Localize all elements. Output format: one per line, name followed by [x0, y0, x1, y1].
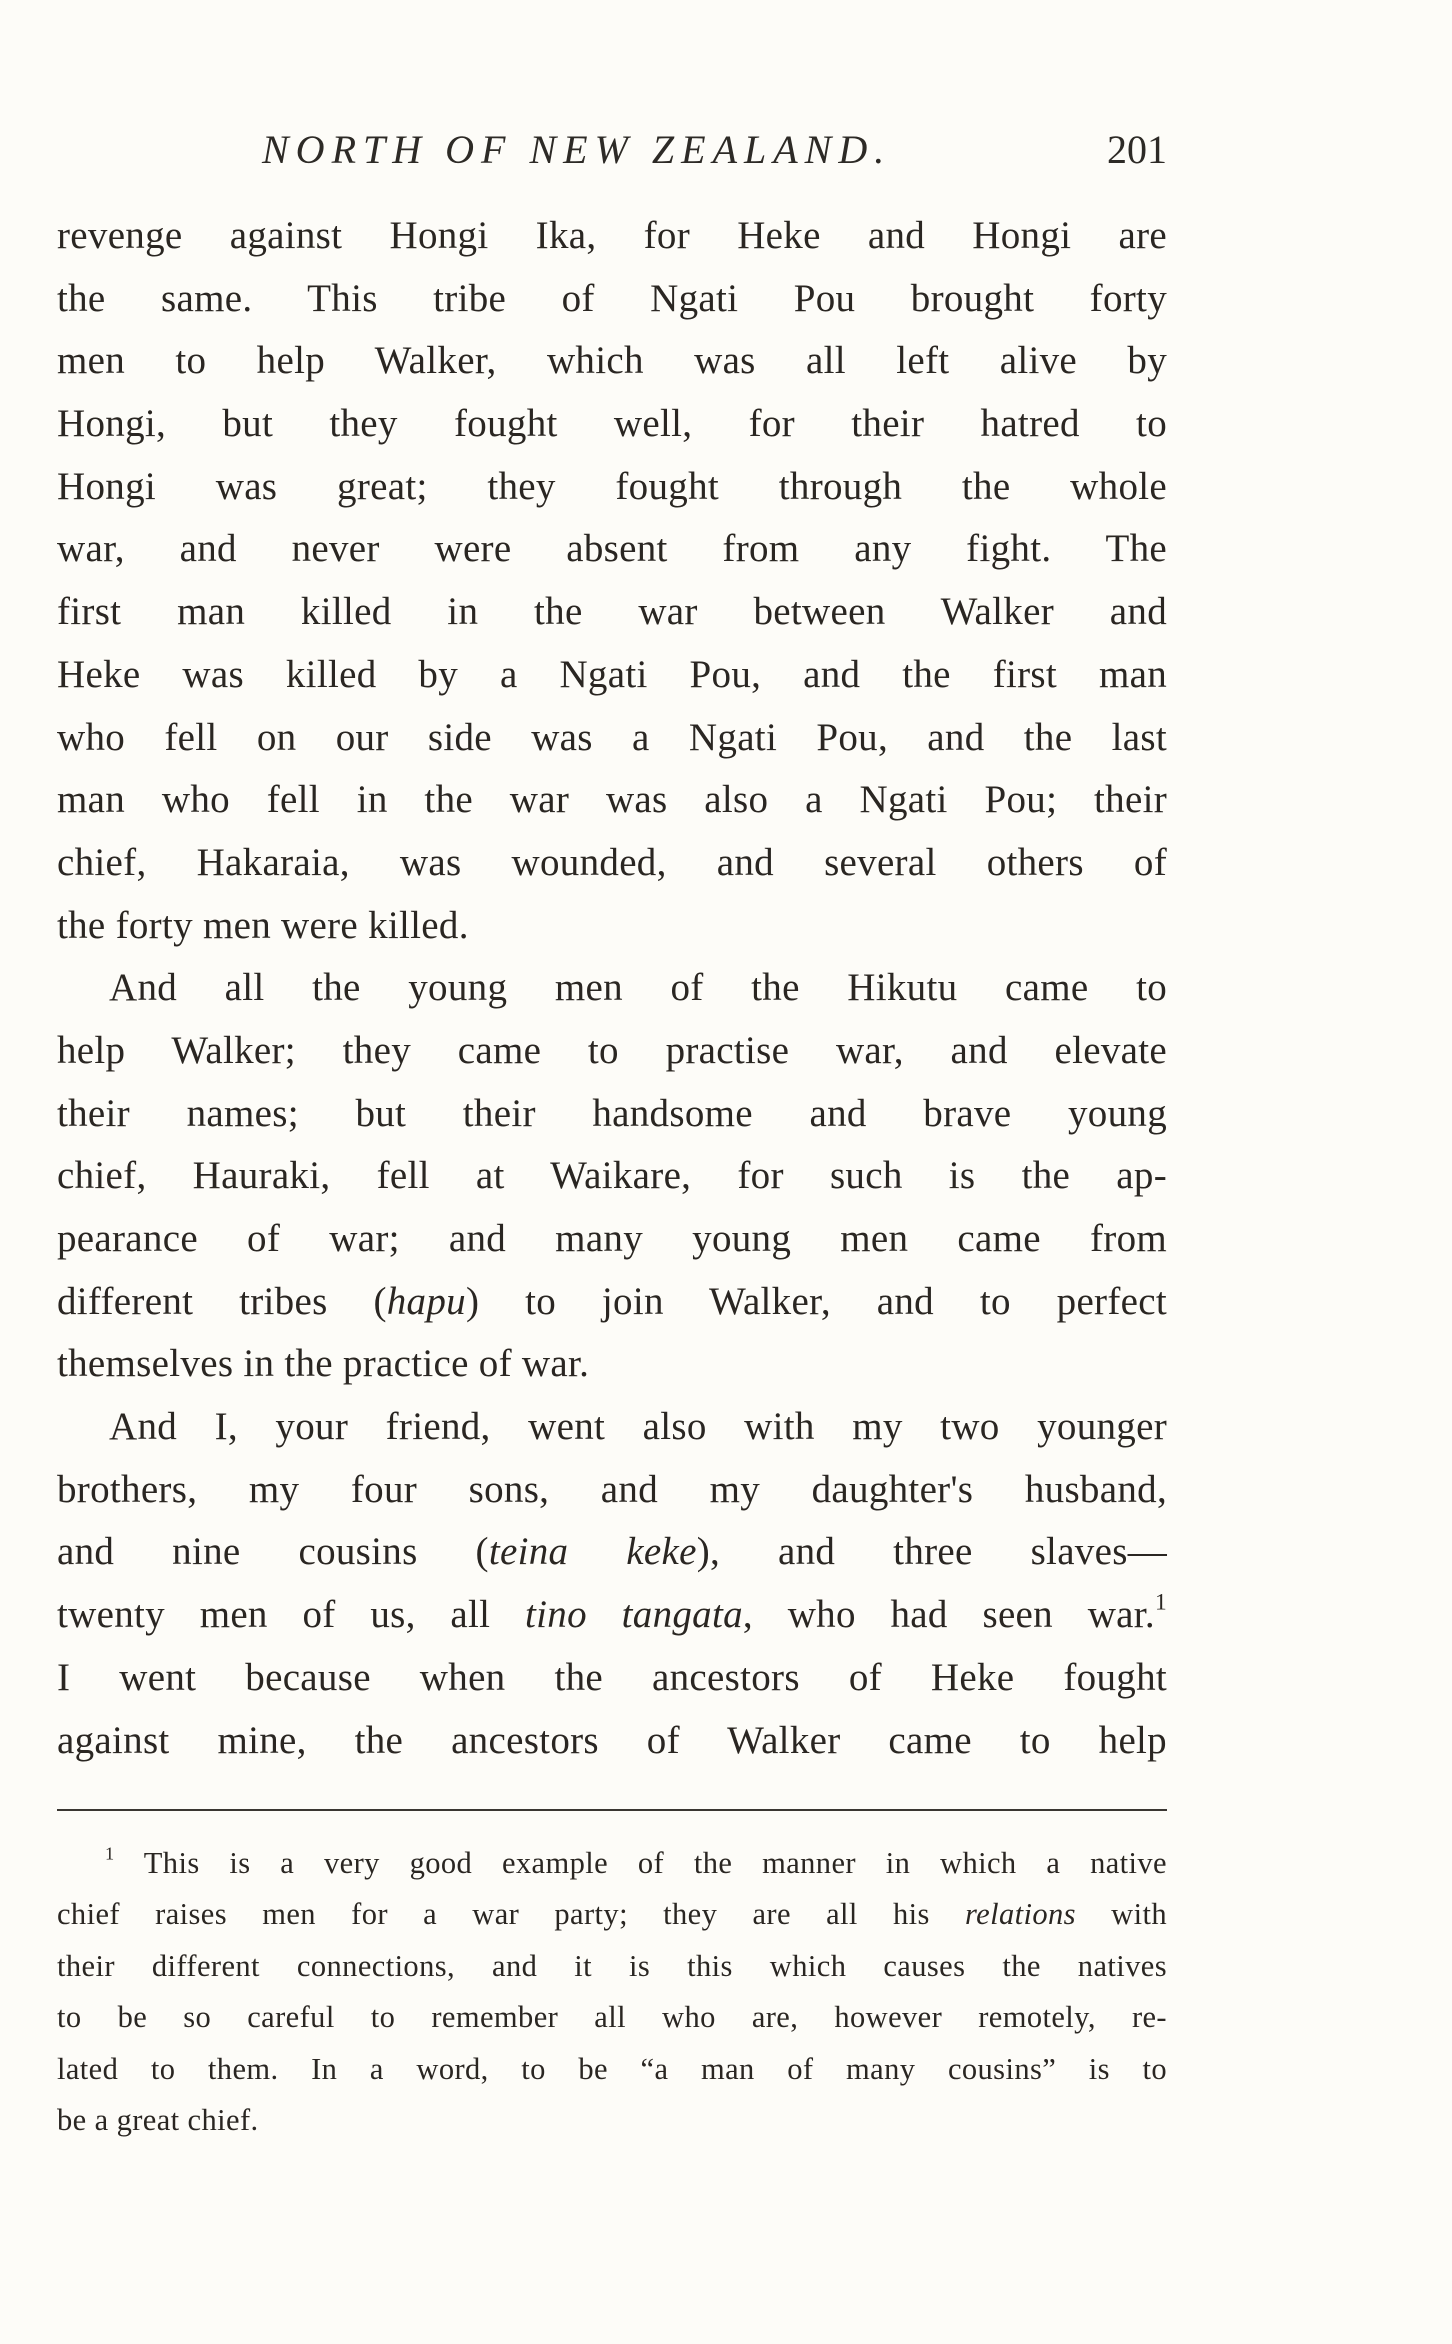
- text-run: ), and three slaves—: [696, 1530, 1167, 1574]
- text-line: help Walker; they came to practise war, and elevate: [57, 1028, 1167, 1072]
- text-line: [57, 1271, 1167, 1334]
- text-line: their names; but their handsome and brave young: [57, 1091, 1167, 1135]
- text-line: Hongi, but they fought well, for their hatred to: [57, 402, 1167, 446]
- italic-term: hapu: [386, 1279, 466, 1323]
- italic-term: tino tangata: [525, 1593, 743, 1637]
- text-line: And I, your friend, went also with my two younger: [109, 1405, 1167, 1449]
- text-line: brothers, my four sons, and my daughter's husband,: [57, 1467, 1167, 1511]
- text-line: themselves in the practice of war.: [57, 1342, 590, 1386]
- text-line: I went because when the ancestors of Heke fought: [57, 1655, 1167, 1699]
- text-line: revenge against Hongi Ika, for Heke and Hongi are: [57, 214, 1167, 257]
- text-line: who fell on our side was a Ngati Pou, and the last: [57, 715, 1167, 759]
- text-line: against mine, the ancestors of Walker came to help: [57, 1718, 1167, 1762]
- text-run: twenty men of us, all: [57, 1593, 526, 1637]
- text-run: with: [1075, 1897, 1167, 1932]
- footnote-divider: [57, 1809, 1167, 1811]
- italic-term: relations: [965, 1897, 1076, 1932]
- text-line: pearance of war; and many young men came from: [57, 1217, 1167, 1260]
- running-head: [57, 122, 1167, 178]
- text-run: , who had seen war.: [742, 1593, 1155, 1637]
- footnote-line: be a great chief.: [57, 2102, 259, 2137]
- text-run: ) to join Walker, and to perfect: [465, 1279, 1167, 1323]
- text-line: [57, 1521, 1167, 1584]
- text-line: Heke was killed by a Ngati Pou, and the first man: [57, 652, 1167, 696]
- footnote-line: lated to them. In a word, to be “a man of many cousins” is to: [57, 2051, 1167, 2086]
- footnote-line: their different connections, and it is this which causes the natives: [57, 1948, 1167, 1983]
- text-line: man who fell in the war was also a Ngati Pou; their: [57, 778, 1167, 822]
- footnotes: [57, 1838, 1167, 2146]
- text-run: This is a very good example of the manner in which a native: [114, 1846, 1167, 1880]
- footnote-line: to be so careful to remember all who are, however remotely, re-: [57, 2000, 1167, 2035]
- body-text: [57, 205, 1167, 1772]
- text-line: chief, Hakaraia, was wounded, and several others of: [57, 840, 1167, 884]
- page-number: 201: [1107, 127, 1167, 172]
- text-line: war, and never were absent from any fight. The: [57, 527, 1167, 571]
- footnote-line: [57, 1838, 1167, 1889]
- text-line: Hongi was great; they fought through the whole: [57, 464, 1167, 508]
- text-line: the same. This tribe of Ngati Pou brought forty: [57, 276, 1167, 320]
- text-line: the forty men were killed.: [57, 903, 469, 947]
- text-line: men to help Walker, which was all left alive by: [57, 339, 1167, 383]
- text-line: first man killed in the war between Walker and: [57, 590, 1167, 634]
- footnote-marker: 1: [1154, 1589, 1167, 1616]
- text-line: And all the young men of the Hikutu came to: [109, 966, 1167, 1010]
- footnote-number: 1: [105, 1843, 115, 1864]
- italic-term: teina keke: [488, 1530, 697, 1574]
- text-line: chief, Hauraki, fell at Waikare, for such is the ap-: [57, 1154, 1167, 1198]
- text-line: [57, 1584, 1167, 1647]
- text-run: different tribes (: [57, 1279, 387, 1323]
- footnote-line: [57, 1889, 1167, 1940]
- text-run: chief raises men for a war party; they are all his: [57, 1897, 966, 1932]
- running-title: NORTH OF NEW ZEALAND.: [262, 127, 892, 172]
- text-run: and nine cousins (: [57, 1530, 489, 1574]
